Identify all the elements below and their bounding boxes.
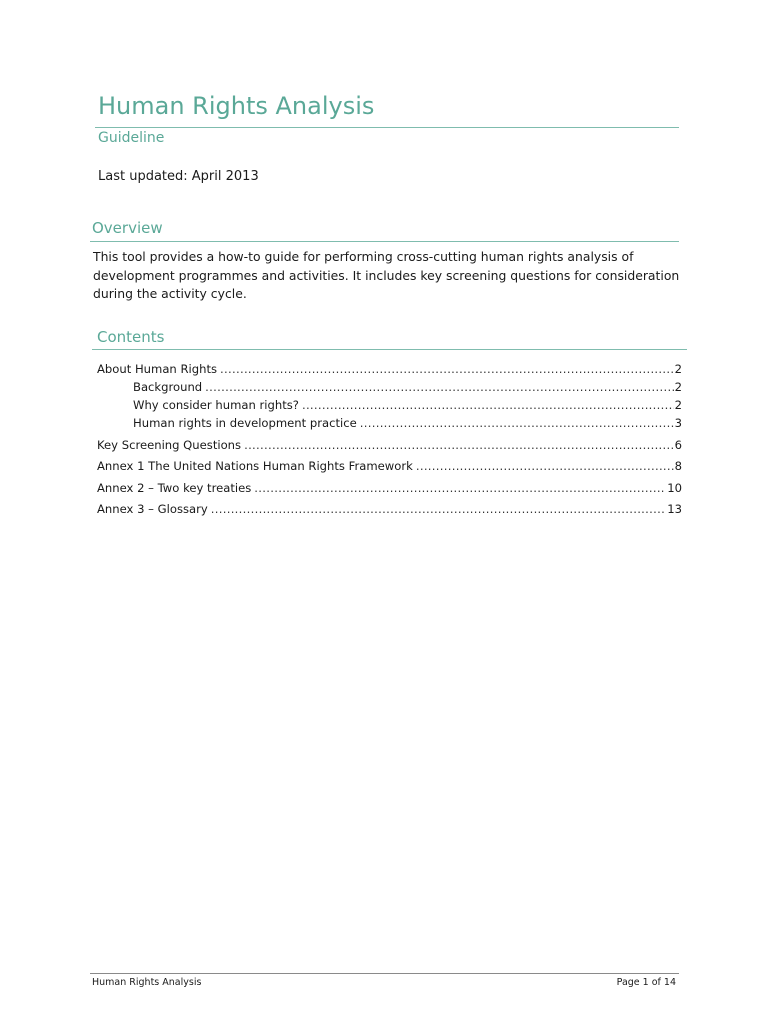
toc-entry[interactable] xyxy=(97,436,682,454)
table-of-contents xyxy=(97,360,682,518)
overview-heading: Overview xyxy=(92,219,163,237)
toc-entry-label: Why consider human rights? xyxy=(133,398,299,412)
toc-entry-page: 2 xyxy=(674,398,682,412)
toc-leader-dots xyxy=(220,360,674,378)
toc-entry-label: Annex 2 – Two key treaties xyxy=(97,480,252,495)
toc-entry-label: Annex 3 – Glossary xyxy=(97,502,208,516)
toc-leader-dots xyxy=(254,479,666,497)
contents-heading: Contents xyxy=(97,328,165,346)
document-subtitle: Guideline xyxy=(98,130,165,146)
toc-entry-label: About Human Rights xyxy=(97,362,218,376)
toc-entry[interactable] xyxy=(97,414,682,432)
toc-entry-label: Background xyxy=(133,380,203,394)
title-divider xyxy=(95,127,679,128)
toc-entry-page: 8 xyxy=(674,459,682,473)
toc-entry[interactable] xyxy=(97,378,682,396)
toc-entry-page: 6 xyxy=(674,437,682,452)
document-title: Human Rights Analysis xyxy=(98,92,375,120)
toc-entry-label: Human rights in development practice xyxy=(133,416,357,430)
toc-entry[interactable] xyxy=(97,396,682,414)
overview-body: This tool provides a how-to guide for performing cross-cutting human rights analysis of development programmes and activities. It includes key screening questions for consideration during the activity cycle. xyxy=(93,249,680,301)
toc-leader-dots xyxy=(211,500,666,518)
toc-entry[interactable] xyxy=(97,500,682,518)
toc-leader-dots xyxy=(360,414,674,432)
overview-divider xyxy=(90,241,679,242)
toc-entry-page: 2 xyxy=(674,362,682,376)
toc-leader-dots xyxy=(205,378,673,396)
footer-page-number: Page 1 of 14 xyxy=(616,977,676,988)
toc-entry-page: 3 xyxy=(674,416,682,430)
toc-entry-page: 13 xyxy=(667,502,682,516)
toc-entry-label: Annex 1 The United Nations Human Rights Framework xyxy=(97,459,413,473)
last-updated: Last updated: April 2013 xyxy=(98,169,259,184)
contents-divider xyxy=(92,349,687,350)
toc-entry[interactable] xyxy=(97,457,682,475)
footer-divider xyxy=(90,973,679,974)
toc-entry[interactable] xyxy=(97,360,682,378)
toc-leader-dots xyxy=(302,396,674,414)
footer-title: Human Rights Analysis xyxy=(92,977,202,988)
toc-entry[interactable] xyxy=(97,479,682,497)
toc-leader-dots xyxy=(416,457,674,475)
toc-entry-page: 10 xyxy=(667,480,682,495)
toc-entry-page: 2 xyxy=(674,380,682,394)
toc-entry-label: Key Screening Questions xyxy=(97,437,242,452)
toc-leader-dots xyxy=(244,436,674,454)
